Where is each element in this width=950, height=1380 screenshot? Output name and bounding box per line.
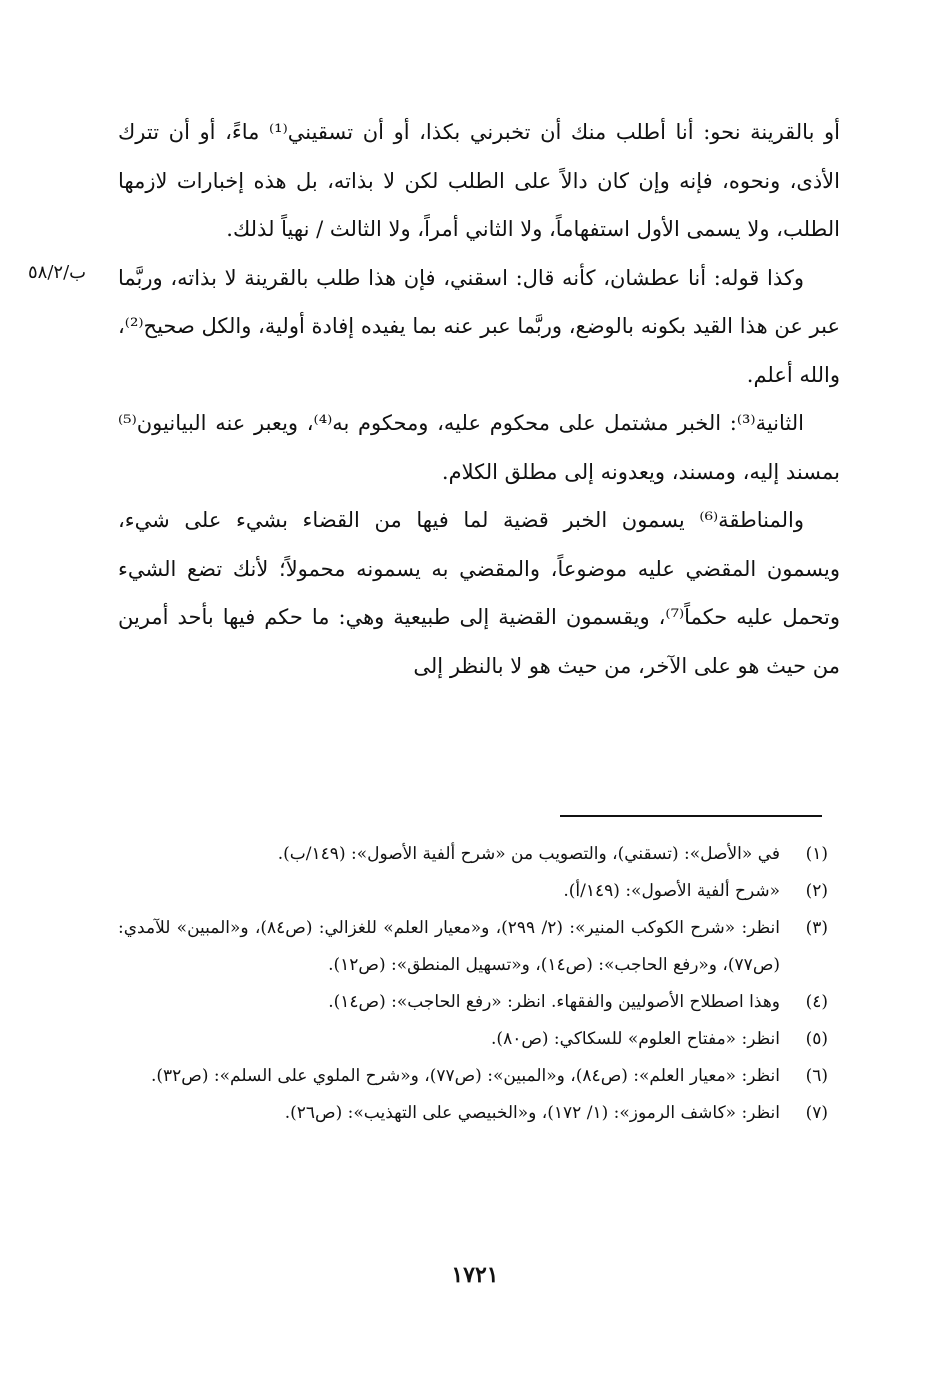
footnotes	[118, 836, 828, 1132]
footnote-text: «شرح ألفية الأصول»: (١٤٩/أ).	[563, 881, 780, 901]
footnote-text: انظر: «مفتاح العلوم» للسكاكي: (ص٨٠).	[491, 1029, 780, 1049]
footnote-number: (٣)	[805, 918, 828, 938]
paragraph-1: أو بالقرينة نحو: أنا أطلب منك أن تخبرني بكذا، أو أن تسقيني⁽¹⁾ ماءً، أو أن تترك الأذى، ونحوه، فإنه وإن كان دالاً على الطلب لكن لا بذاته، بل هذه إخبارات لازمها الطلب، ولا يسمى الأول استفهاماً، ولا الثاني أمراً، ولا الثالث / نهياً لذلك.	[118, 120, 840, 241]
footnote-number: (٢)	[805, 881, 828, 901]
footnote-number: (٤)	[805, 992, 828, 1012]
paragraph-2: وكذا قوله: أنا عطشان، كأنه قال: اسقني، فإن هذا طلب بالقرينة لا بذاته، وربَّما عبر عن هذا القيد بكونه بالوضع، وربَّما عبر عنه بما يفيده إفادة أولية، والكل صحيح⁽²⁾، والله أعلم.	[118, 265, 840, 387]
footnote-number: (٦)	[805, 1066, 828, 1086]
footnote-5	[118, 1021, 828, 1058]
footnote-3	[118, 910, 828, 984]
footnote-text: وهذا اصطلاح الأصوليين والفقهاء. انظر: «رفع الحاجب»: (ص١٤).	[328, 992, 780, 1012]
footnote-separator	[560, 815, 822, 817]
page-number: ١٧٢١	[451, 1262, 499, 1288]
footnote-7	[118, 1095, 828, 1132]
footnote-text: في «الأصل»: (تسقني)، والتصويب من «شرح ألفية الأصول»: (١٤٩/ب).	[277, 844, 780, 864]
footnote-text: انظر: «كاشف الرموز»: (١/ ١٧٢)، و«الخبيصي على التهذيب»: (ص٢٦).	[284, 1103, 780, 1123]
footnote-6	[118, 1058, 828, 1095]
footnote-1	[118, 836, 828, 873]
footnote-number: (٥)	[805, 1029, 828, 1049]
margin-folio-reference: ب/٥٨/٢	[28, 262, 87, 283]
footnote-number: (٧)	[805, 1103, 828, 1123]
footnote-2	[118, 873, 828, 910]
footnote-text: انظر: «شرح الكوكب المنير»: (٢/ ٢٩٩)، و«معيار العلم» للغزالي: (ص٨٤)، و«المبين» للآمدي: (ص٧٧)، و«رفع الحاجب»: (ص١٤)، و«تسهيل المنطق»: (ص١٢).	[118, 918, 780, 975]
paragraph-3: الثانية⁽³⁾: الخبر مشتمل على محكوم عليه، ومحكوم به⁽⁴⁾، ويعبر عنه البيانيون⁽⁵⁾ بمسند إليه، ومسند، ويعدونه إلى مطلق الكلام.	[118, 411, 840, 484]
main-text	[118, 108, 840, 690]
paragraph-4: والمناطقة⁽⁶⁾ يسمون الخبر قضية لما فيها من القضاء بشيء على شيء، ويسمون المقضي عليه موضوعاً، والمقضي به يسمونه محمولاً؛ لأنك تضع الشيء وتحمل عليه حكماً⁽⁷⁾، ويقسمون القضية إلى طبيعية وهي: ما حكم فيها بأحد أمرين من حيث هو على الآخر، من حيث هو لا بالنظر إلى	[118, 508, 840, 678]
footnote-text: انظر: «معيار العلم»: (ص٨٤)، و«المبين»: (ص٧٧)، و«شرح الملوي على السلم»: (ص٣٢).	[150, 1066, 780, 1086]
footnote-number: (١)	[805, 844, 828, 864]
footnote-4	[118, 984, 828, 1021]
